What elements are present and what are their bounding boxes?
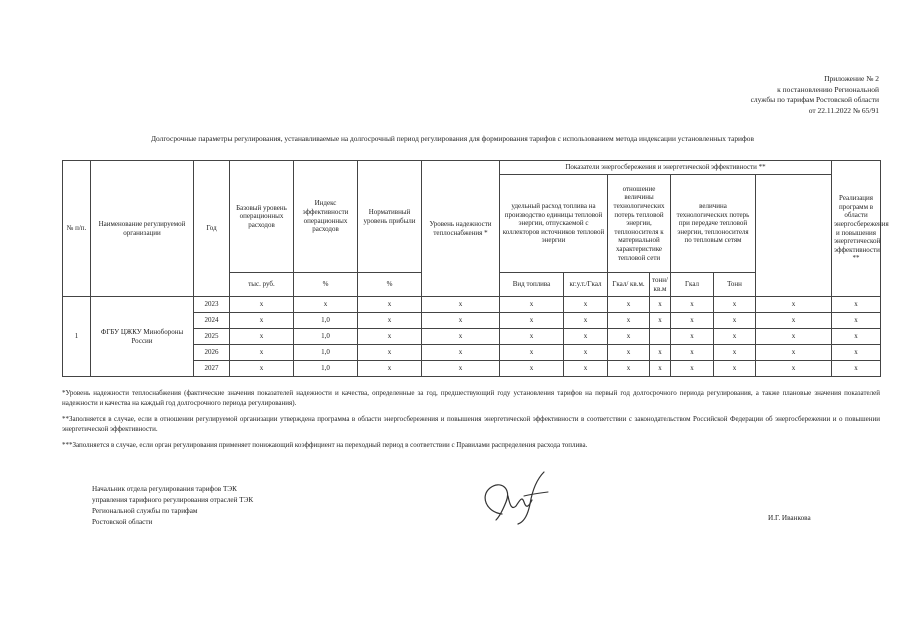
cell-profit: x bbox=[358, 329, 422, 345]
position-line: Ростовской области bbox=[92, 518, 153, 526]
cell-dynamics: x bbox=[832, 313, 881, 329]
cell-ratio-gcal: x bbox=[608, 361, 650, 377]
cell-fuel-unit: x bbox=[564, 297, 608, 313]
cell-programs: x bbox=[756, 329, 832, 345]
cell-dynamics: x bbox=[832, 297, 881, 313]
appendix-line: к постановлению Региональной bbox=[777, 84, 879, 94]
cell-loss-gcal: x bbox=[671, 361, 714, 377]
unit-fuel-type: Вид топлива bbox=[500, 273, 564, 297]
cell-loss-gcal: x bbox=[671, 329, 714, 345]
header-year: Год bbox=[194, 161, 230, 297]
header-num: № п/п. bbox=[63, 161, 91, 297]
cell-loss-ton: x bbox=[714, 297, 756, 313]
unit-ratio-ton: тонн/кв.м bbox=[650, 273, 671, 297]
parameters-table bbox=[62, 160, 889, 377]
cell-base: x bbox=[230, 329, 294, 345]
cell-year: 2024 bbox=[194, 313, 230, 329]
cell-reliability: x bbox=[422, 297, 500, 313]
cell-fuel-type: x bbox=[500, 361, 564, 377]
cell-ratio-ton: x bbox=[650, 297, 671, 313]
position-line: управления тарифного регулирования отраслей ТЭК bbox=[92, 496, 254, 504]
cell-loss-gcal: x bbox=[671, 313, 714, 329]
footnotes bbox=[62, 388, 880, 456]
cell-year: 2027 bbox=[194, 361, 230, 377]
cell-base: x bbox=[230, 345, 294, 361]
header-fuel: удельный расход топлива на производство единицы тепловой энергии, отпускаемой с коллекторов источников тепловой энергии bbox=[500, 175, 608, 273]
unit-index: % bbox=[294, 273, 358, 297]
cell-fuel-unit: x bbox=[564, 361, 608, 377]
cell-loss-ton: x bbox=[714, 313, 756, 329]
cell-reliability: x bbox=[422, 313, 500, 329]
signatory-name: И.Г. Иванкова bbox=[768, 514, 811, 522]
cell-fuel-type: x bbox=[500, 329, 564, 345]
cell-profit: x bbox=[358, 361, 422, 377]
cell-ratio-gcal: x bbox=[608, 313, 650, 329]
cell-fuel-unit: x bbox=[564, 329, 608, 345]
cell-profit: x bbox=[358, 313, 422, 329]
document-title: Долгосрочные параметры регулирования, устанавливаемые на долгосрочный период регулирования для формирования тарифов с использованием метода индексации установленных тарифов bbox=[151, 134, 754, 143]
appendix-line: службы по тарифам Ростовской области bbox=[750, 95, 879, 104]
cell-reliability: x bbox=[422, 329, 500, 345]
cell-programs: x bbox=[756, 313, 832, 329]
unit-base: тыс. руб. bbox=[230, 273, 294, 297]
cell-profit: x bbox=[358, 345, 422, 361]
cell-ratio-ton bbox=[650, 329, 671, 345]
cell-dynamics: x bbox=[832, 345, 881, 361]
cell-year: 2026 bbox=[194, 345, 230, 361]
unit-fuel: кг.у.т./Гкал bbox=[564, 273, 608, 297]
cell-ratio-ton: x bbox=[650, 361, 671, 377]
position-line: Региональной службы по тарифам bbox=[92, 507, 198, 515]
cell-ratio-gcal: x bbox=[608, 297, 650, 313]
cell-loss-ton: x bbox=[714, 329, 756, 345]
cell-fuel-type: x bbox=[500, 345, 564, 361]
cell-base: x bbox=[230, 313, 294, 329]
cell-fuel-type: x bbox=[500, 313, 564, 329]
unit-loss-ton: Тонн bbox=[714, 273, 756, 297]
cell-reliability: x bbox=[422, 361, 500, 377]
cell-programs: x bbox=[756, 297, 832, 313]
cell-ratio-gcal: x bbox=[608, 329, 650, 345]
header-energy-group: Показатели энергосбережения и энергетической эффективности ** bbox=[500, 161, 832, 175]
appendix-line: Приложение № 2 bbox=[824, 74, 879, 83]
handwritten-signature bbox=[472, 466, 560, 528]
unit-profit: % bbox=[358, 273, 422, 297]
header-programs: Реализация программ в области энергосбережения и повышения энергетической эффективности ** bbox=[832, 161, 881, 297]
footnote-1: *Уровень надежности теплоснабжения (фактические значения показателей надежности и качества, определенные за год, предшествующий году установления тарифов на первый год долгосрочного периода регулирования, а также плановые значения показателей надежности и качества на каждый год долгосрочного периода регулирования). bbox=[62, 389, 880, 407]
cell-index: 1,0 bbox=[294, 313, 358, 329]
cell-dynamics: x bbox=[832, 329, 881, 345]
header-base: Базовый уровень операционных расходов bbox=[230, 161, 294, 273]
cell-index: x bbox=[294, 297, 358, 313]
cell-programs: x bbox=[756, 361, 832, 377]
cell-reliability: x bbox=[422, 345, 500, 361]
header-org: Наименование регулируемой организации bbox=[91, 161, 194, 297]
header-reliability: Уровень надежности теплоснабжения * bbox=[422, 161, 500, 297]
cell-index: 1,0 bbox=[294, 361, 358, 377]
org-number: 1 bbox=[63, 297, 91, 377]
cell-index: 1,0 bbox=[294, 345, 358, 361]
footnote-3: ***Заполняется в случае, если орган регулирования применяет понижающий коэффициент на переходный период в соответствии с Правилами распределения расхода топлива. bbox=[62, 441, 588, 449]
header-index: Индекс эффективности операционных расходов bbox=[294, 161, 358, 273]
cell-loss-gcal: x bbox=[671, 345, 714, 361]
header-ratio: отношение величины технологических потерь тепловой энергии, теплоносителя к материальной характеристике тепловой сети bbox=[608, 175, 671, 273]
unit-ratio-gcal: Гкал/ кв.м. bbox=[608, 273, 650, 297]
appendix-line: от 22.11.2022 № 65/91 bbox=[808, 105, 879, 115]
header-losses: величина технологических потерь при передаче тепловой энергии, теплоносителя по тепловым сетям bbox=[671, 175, 756, 273]
cell-fuel-type: x bbox=[500, 297, 564, 313]
cell-index: 1,0 bbox=[294, 329, 358, 345]
cell-profit: x bbox=[358, 297, 422, 313]
signatory-position bbox=[92, 484, 253, 528]
cell-loss-ton: x bbox=[714, 361, 756, 377]
cell-ratio-gcal: x bbox=[608, 345, 650, 361]
footnote-2: **Заполняется в случае, если в отношении регулируемой организации утверждена программа в области энергосбережения и повышения энергетической эффективности в соответствии с законодательством Российской Федерации об энергосбережении и о повышении энергетической эффективности. bbox=[62, 415, 880, 433]
table-row bbox=[63, 297, 881, 313]
cell-year: 2023 bbox=[194, 297, 230, 313]
cell-base: x bbox=[230, 361, 294, 377]
appendix-block bbox=[659, 74, 879, 116]
position-line: Начальник отдела регулирования тарифов ТЭК bbox=[92, 485, 237, 493]
cell-ratio-ton: x bbox=[650, 345, 671, 361]
header-profit: Нормативный уровень прибыли bbox=[358, 161, 422, 273]
cell-base: x bbox=[230, 297, 294, 313]
cell-loss-ton: x bbox=[714, 345, 756, 361]
unit-loss-gcal: Гкал bbox=[671, 273, 714, 297]
cell-loss-gcal: x bbox=[671, 297, 714, 313]
cell-year: 2025 bbox=[194, 329, 230, 345]
cell-fuel-unit: x bbox=[564, 313, 608, 329]
cell-dynamics: x bbox=[832, 361, 881, 377]
org-name: ФГБУ ЦЖКУ Минобороны России bbox=[91, 297, 194, 377]
cell-programs: x bbox=[756, 345, 832, 361]
cell-fuel-unit: x bbox=[564, 345, 608, 361]
cell-ratio-ton: x bbox=[650, 313, 671, 329]
